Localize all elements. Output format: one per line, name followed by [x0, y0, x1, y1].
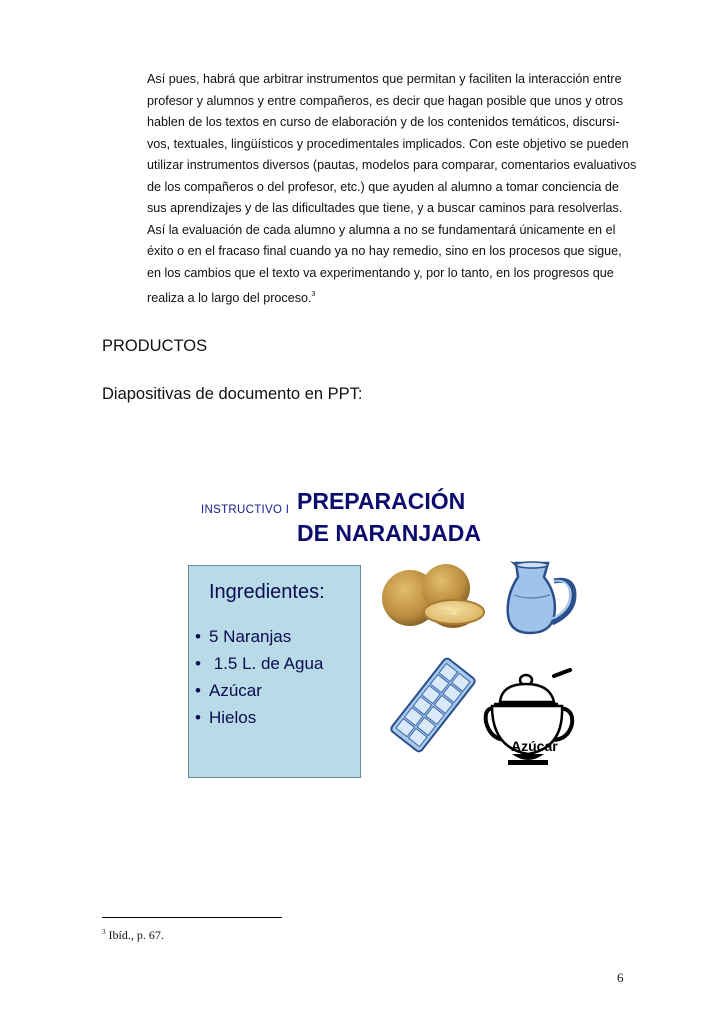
list-item: [195, 650, 323, 677]
ingredient-text: Hielos: [209, 708, 257, 727]
list-item: [195, 704, 323, 731]
quote-line: realiza a lo largo del proceso.: [147, 291, 312, 305]
subheading: Diapositivas de documento en PPT:: [102, 385, 363, 403]
footnote-divider: [102, 917, 282, 918]
slide-title-line: PREPARACIÓN: [297, 488, 466, 514]
bullet: •: [195, 681, 201, 700]
quoted-paragraph: [147, 69, 637, 310]
ice-tray-image: [388, 657, 478, 753]
quote-last-line: [147, 284, 637, 310]
list-item: [195, 623, 323, 650]
quote-line: vos, textuales, lingüísticos y procedimentales implicados. Con este objetivo se pueden: [147, 136, 629, 151]
quote-line: Así pues, habrá que arbitrar instrumentos que permitan y faciliten la interacción entre: [147, 72, 622, 86]
slide-title: [297, 485, 481, 549]
ingredient-text: Azúcar: [209, 681, 262, 700]
page-number: 6: [617, 970, 624, 985]
bullet: •: [195, 654, 201, 673]
ingredient-text: 5 Naranjas: [209, 627, 292, 646]
pitcher-image: [500, 555, 580, 637]
ingredient-text: 1.5 L. de Agua: [209, 654, 324, 673]
ingredients-box: [188, 565, 361, 778]
ingredients-title: Ingredientes:: [209, 581, 325, 603]
quote-line: éxito o en el fracaso final cuando ya no hay remedio, sino en los procesos que sigue,: [147, 244, 622, 258]
quote-line: utilizar instrumentos diversos (pautas, modelos para comparar, comentarios evaluativos: [147, 158, 637, 172]
ingredients-list: [195, 623, 323, 731]
bullet: •: [195, 708, 201, 727]
quote-line: en los cambios que el texto va experimentando y, por lo tanto, en los progresos que: [147, 265, 614, 280]
footnote-number: 3: [102, 928, 106, 936]
quote-line: sus aprendizajes y de las dificultades que tiene, y a buscar caminos para resolverlas.: [147, 201, 623, 215]
footnote-reference[interactable]: 3: [311, 291, 316, 298]
quote-line: Así la evaluación de cada alumno y alumna a no se fundamentará únicamente en el: [147, 222, 616, 237]
quote-line: profesor y alumnos y entre compañeros, es decir que hagan posible que unos y otros: [147, 93, 624, 108]
section-heading: PRODUCTOS: [102, 337, 208, 355]
slide-title-line: DE NARANJADA: [297, 520, 482, 546]
quote-line: de los compañeros o del profesor, etc.) que ayuden al alumno a tomar conciencia de: [147, 179, 619, 194]
footnote: [102, 928, 164, 943]
quote-line: hablen de los textos en curso de elaboración y de los contenidos temáticos, discursi-: [147, 115, 620, 129]
sugar-label: Azúcar: [511, 738, 558, 754]
list-item: [195, 677, 323, 704]
footnote-text: Ibíd., p. 67.: [108, 928, 164, 942]
bullet: •: [195, 627, 201, 646]
slide-label: INSTRUCTIVO I: [201, 504, 290, 516]
oranges-image: [380, 560, 490, 642]
